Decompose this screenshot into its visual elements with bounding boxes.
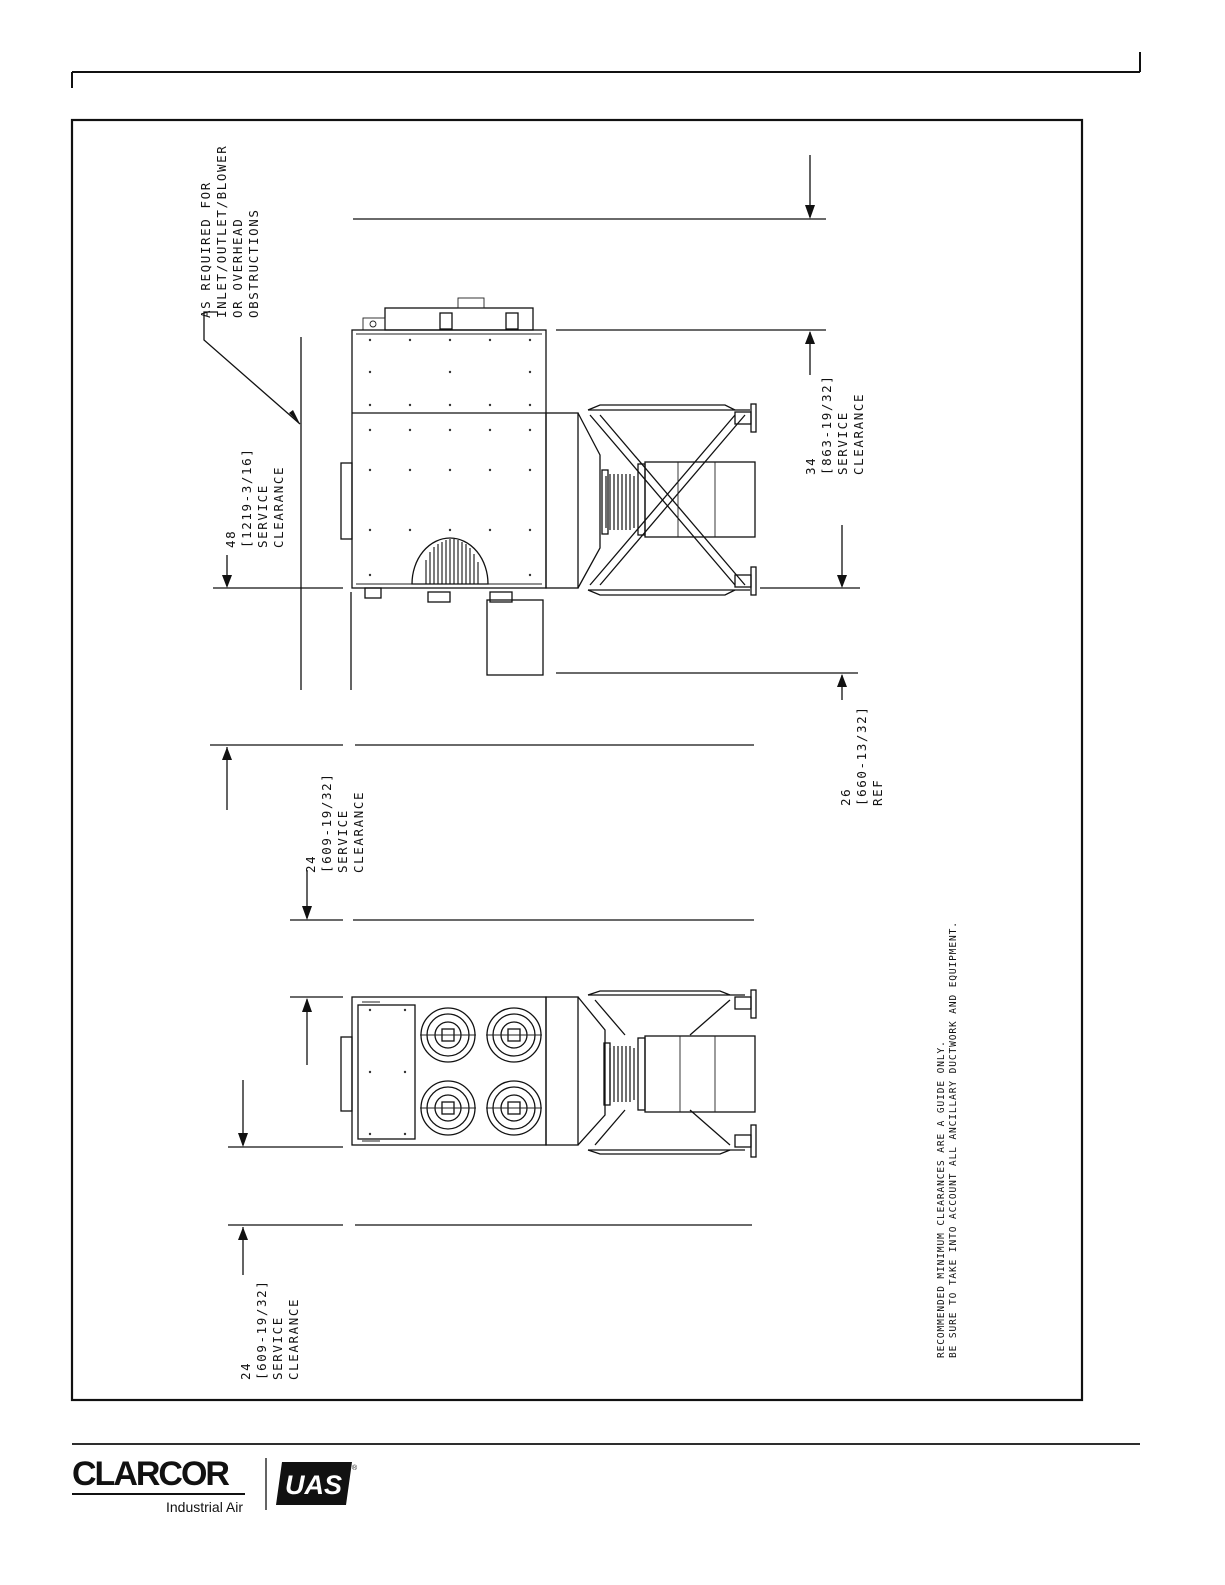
side-elevation-view	[341, 298, 756, 675]
uas-wordmark: UAS	[285, 1470, 343, 1500]
dimension-lines	[204, 155, 860, 1275]
overhead-note-line1: AS REQUIRED FOR	[198, 181, 213, 318]
uas-registered-mark: ®	[352, 1465, 358, 1472]
clearance-48-label	[223, 448, 286, 548]
overhead-note-line3: OR OVERHEAD	[230, 217, 245, 318]
clearance-24-low-clearance: CLEARANCE	[286, 1297, 301, 1380]
overhead-note-line2: INLET/OUTLET/BLOWER	[214, 144, 229, 318]
clarcor-logo	[72, 1455, 245, 1515]
front-elevation-view	[341, 990, 756, 1157]
clearance-48-clearance: CLEARANCE	[271, 465, 286, 548]
clearance-24-low-label	[238, 1280, 301, 1380]
uas-logo	[276, 1462, 358, 1505]
overhead-note	[198, 145, 261, 318]
footnote	[936, 921, 959, 1358]
clearance-24-mid-label	[303, 773, 366, 873]
ref-26-ref: REF	[870, 778, 885, 806]
clearance-48-service: SERVICE	[255, 484, 270, 548]
clearance-48-metric: [1219-3/16]	[239, 447, 254, 548]
clearance-24-low-service: SERVICE	[270, 1316, 285, 1380]
clearance-24-mid-metric: [609-19/32]	[319, 772, 334, 873]
clarcor-wordmark: CLARCOR	[72, 1455, 228, 1493]
clearance-34-value: 34	[803, 456, 818, 475]
clearance-34-metric: [863-19/32]	[819, 374, 834, 475]
footnote-line1: RECOMMENDED MINIMUM CLEARANCES ARE A GUIDE ONLY.	[936, 1040, 947, 1358]
clearance-24-low-metric: [609-19/32]	[254, 1279, 269, 1380]
clearance-24-low-value: 24	[238, 1361, 253, 1380]
ref-26-value: 26	[838, 787, 853, 806]
header-rule	[72, 52, 1140, 88]
footnote-line2: BE SURE TO TAKE INTO ACCOUNT ALL ANCILLARY DUCTWORK AND EQUIPMENT.	[948, 921, 959, 1358]
overhead-note-line4: OBSTRUCTIONS	[246, 208, 261, 318]
clearance-48-value: 48	[223, 529, 238, 548]
ref-26-metric: [660-13/32]	[854, 705, 869, 806]
clearance-24-mid-value: 24	[303, 854, 318, 873]
clearance-34-label	[803, 375, 866, 475]
ref-26-label	[838, 706, 885, 806]
clarcor-subtitle: Industrial Air	[166, 1499, 244, 1515]
clearance-24-mid-clearance: CLEARANCE	[351, 790, 366, 873]
clearance-34-clearance: CLEARANCE	[851, 392, 866, 475]
clearance-24-mid-service: SERVICE	[335, 809, 350, 873]
clearance-34-service: SERVICE	[835, 411, 850, 475]
